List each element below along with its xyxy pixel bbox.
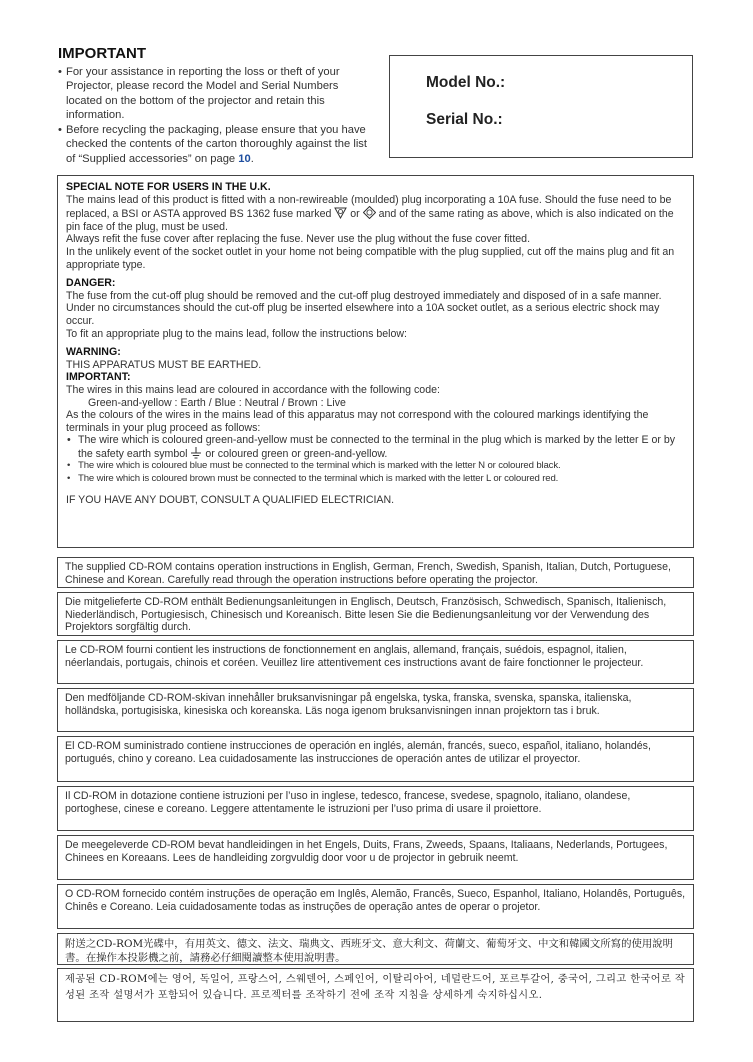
cdrom-notice-portuguese: O CD-ROM fornecido contém instruções de operação em Inglês, Alemão, Francês, Sueco, Espanhol, Italiano, Holandês, Português, Chinês e Coreano. Leia cuidadosamente todas as instruções de operação antes de operar o projetor.	[57, 884, 694, 929]
uk-special-note-box	[57, 175, 694, 548]
fuse-text-end: and of the same rating as above, which is also indicated on the pin face of the plug, must be used.	[66, 208, 674, 233]
cdrom-notice-dutch: De meegeleverde CD-ROM bevat handleidingen in het Engels, Duits, Frans, Zweeds, Spaans, Italiaans, Nederlands, Portugees, Chinees en Koreaans. Lees de handleiding zorgvuldig door voor u de projector in gebruik neemt.	[57, 835, 694, 880]
wire-instruction-neutral: • The wire which is coloured blue must be connected to the terminal which is marked with the letter N or coloured black.	[66, 460, 686, 473]
cdrom-notice-korean: 제공된 CD-ROM에는 영어, 독일어, 프랑스어, 스웨덴어, 스페인어, 이탈리아어, 네덜란드어, 포르투갈어, 중국어, 그리고 한국어로 작성된 조작 설명서가 포함되어 있습니다. 프로젝터를 조작하기 전에 조작 지침을 상세하게 숙지하십시오.	[57, 968, 694, 1022]
fuse-or-text: or	[347, 208, 363, 221]
important-bullet-record-numbers: • For your assistance in reporting the loss or theft of your Projector, please record the Model and Serial Numbers located on the bottom of the projector and retain this information.	[58, 65, 376, 122]
cdrom-notice-french: Le CD-ROM fourni contient les instructions de fonctionnement en anglais, allemand, français, suédois, espagnol, italien, néerlandais, portugais, chinois et coréen. Veuillez lire attentivement ces instructions avant de faire fonctionner le projecteur.	[57, 640, 694, 684]
serial-number-label: Serial No.:	[426, 111, 503, 128]
cdrom-notice-swedish: Den medföljande CD-ROM-skivan innehåller bruksanvisningar på engelska, tyska, franska, svenska, spanska, italienska, holländska, portugisiska, kinesiska och koreanska. Läs noga igenom bruksanvisningen innan projektorn tas i bruk.	[57, 688, 694, 732]
cdrom-notice-spanish: El CD-ROM suministrado contiene instrucciones de operación en inglés, alemán, francés, sueco, español, italiano, holandés, portugués, chino y coreano. Lea cuidadosamente las instrucciones de operación antes de utilizar el proyector.	[57, 736, 694, 782]
wire-instruction-earth	[66, 434, 686, 460]
warning-text: THIS APPARATUS MUST BE EARTHED.	[66, 358, 262, 371]
earth-wire-text-end: or coloured green or green-and-yellow.	[202, 447, 388, 460]
page-reference-link[interactable]: 10	[238, 152, 251, 165]
wire-colours-intro: The wires in this mains lead are coloured in accordance with the following code:	[66, 383, 440, 396]
important-heading: IMPORTANT	[58, 45, 147, 62]
asta-mark-icon	[334, 207, 347, 219]
wire-colours-note: As the colours of the wires in the mains lead of this apparatus may not correspond with the coloured markings identifying the terminals in your plug proceed as follows:	[66, 409, 649, 434]
consult-electrician-text: IF YOU HAVE ANY DOUBT, CONSULT A QUALIFIED ELECTRICIAN.	[66, 493, 395, 506]
uk-note-title: SPECIAL NOTE FOR USERS IN THE U.K.	[66, 181, 271, 193]
danger-paragraph-1: The fuse from the cut-off plug should be removed and the cut-off plug destroyed immediately and disposed of in a safe manner.	[66, 289, 662, 302]
important-subheading: IMPORTANT:	[66, 371, 131, 384]
recycling-text: Before recycling the packaging, please ensure that you have checked the contents of the carton thoroughly against the list of “Supplied accessories” on page	[66, 124, 368, 165]
cdrom-notice-chinese: 附送之CD-ROM光碟中，有用英文、德文、法文、瑞典文、西班牙文、意大利文、荷蘭文、葡萄牙文、中文和韓國文所寫的使用說明書。在操作本投影機之前，請務必仔細閱讀整本使用說明書。	[57, 933, 694, 965]
uk-note-paragraph-socket: In the unlikely event of the socket outlet in your home not being compatible with the plug supplied, cut off the mains plug and fit an appropriate type.	[66, 245, 675, 271]
model-number-label: Model No.:	[426, 74, 506, 91]
important-bullet-recycling	[58, 123, 376, 166]
uk-note-paragraph-fuse	[66, 194, 686, 234]
wire-colour-code: Green-and-yellow : Earth / Blue : Neutral / Brown : Live	[88, 396, 346, 409]
wire-instruction-live: • The wire which is coloured brown must be connected to the terminal which is marked with the letter L or coloured red.	[66, 473, 686, 486]
wire-instructions-list	[66, 434, 686, 485]
cdrom-notice-italian: Il CD-ROM in dotazione contiene istruzioni per l’uso in inglese, tedesco, francese, svedese, spagnolo, italiano, olandese, portoghese, cinese e coreano. Leggere attentamente le istruzioni per l’uso prima di usare il proiettore.	[57, 786, 694, 831]
danger-heading: DANGER:	[66, 277, 116, 290]
danger-paragraph-2: Under no circumstances should the cut-off plug be inserted elsewhere into a 10A socket outlet, as a serious electric shock may occur.	[66, 302, 660, 327]
warning-heading: WARNING:	[66, 346, 121, 359]
fuse-text: The mains lead of this product is fitted with a non-rewireable (moulded) plug incorporating a 10A fuse. Should the fuse need to be replaced, a BSI or ASTA approved BS 1362 fuse marked	[66, 193, 672, 221]
cdrom-notice-german: Die mitgelieferte CD-ROM enthält Bedienungsanleitungen in Englisch, Deutsch, Französisch, Schwedisch, Spanisch, Italienisch, Niederländisch, Portugiesisch, Chinesisch und Koreanisch. Bitte lesen Sie die Bedienungsanleitung vor der Verwendung des Projektors sorgfältig durch.	[57, 592, 694, 636]
earth-symbol-icon	[190, 447, 202, 459]
recycling-text-end: .	[250, 152, 254, 165]
cdrom-notice-english: The supplied CD-ROM contains operation instructions in English, German, French, Swedish, Spanish, Italian, Dutch, Portuguese, Chinese and Korean. Carefully read through the operation instructions before operating the projector.	[57, 557, 694, 588]
important-list	[58, 65, 376, 167]
bsi-kitemark-icon	[363, 206, 376, 219]
model-serial-box	[389, 55, 693, 158]
danger-paragraph-3: To fit an appropriate plug to the mains lead, follow the instructions below:	[66, 327, 407, 340]
uk-note-paragraph-refit: Always refit the fuse cover after replacing the fuse. Never use the plug without the fuse cover fitted.	[66, 233, 531, 246]
earth-wire-text: The wire which is coloured green-and-yellow must be connected to the terminal in the plug which is marked by the letter E or by the safety earth symbol	[78, 434, 676, 460]
